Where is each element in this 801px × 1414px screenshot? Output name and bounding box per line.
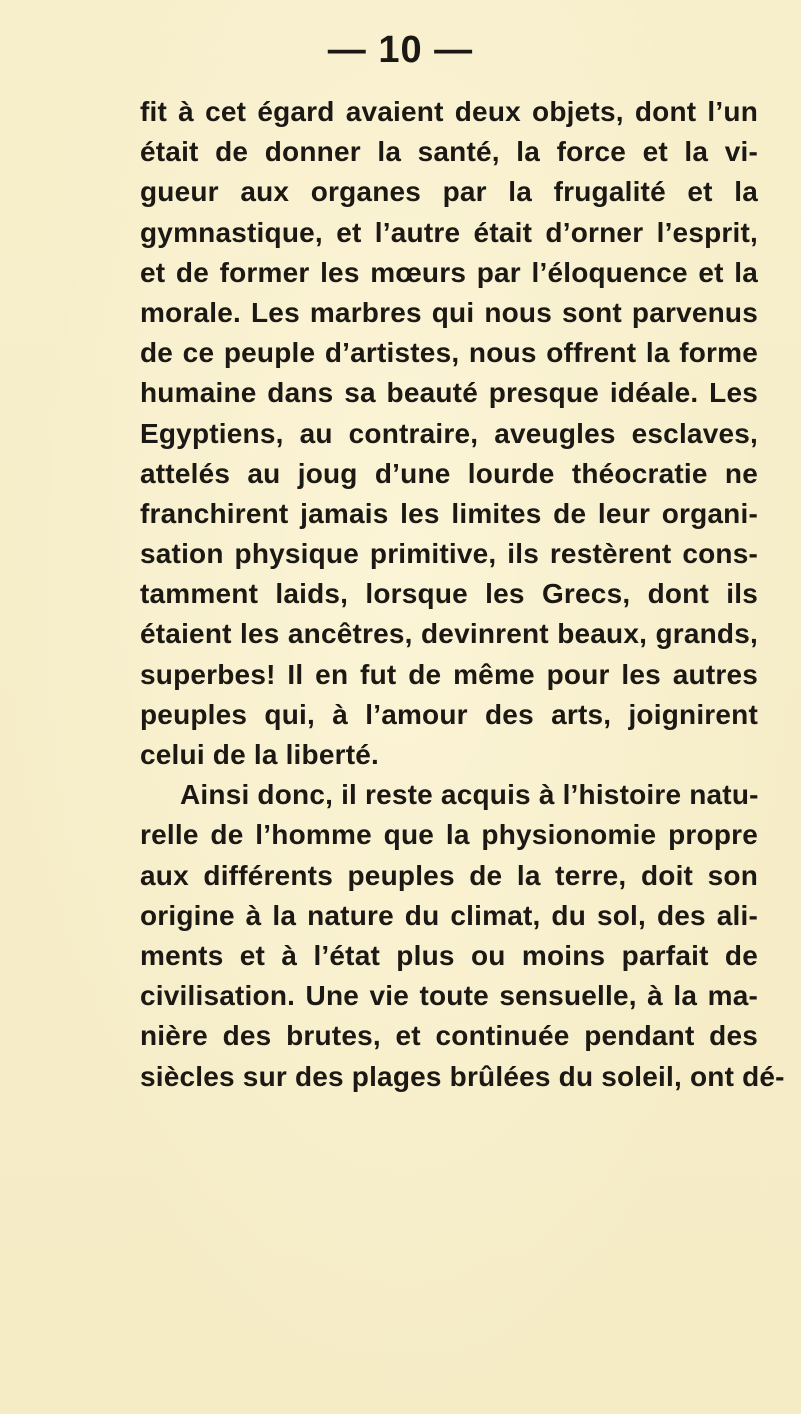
text-line: ments et à l’état plus ou moins parfait de [140,939,758,971]
text-line: et de former les mœurs par l’éloquence et la [140,256,758,288]
text-line: Egyptiens, au contraire, aveugles esclaves, [140,417,758,449]
text-line: nière des brutes, et continuée pendant des [140,1020,758,1052]
text-line: franchirent jamais les limites de leur organi- [140,497,758,529]
paragraph-2 [140,775,785,1097]
text-line: gueur aux organes par la frugalité et la [140,176,758,208]
paragraph-1 [140,92,758,775]
text-line: siècles sur des plages brûlées du soleil, ont dé- [140,1060,785,1092]
text-line: Ainsi donc, il reste acquis à l’histoire natu- [180,779,759,811]
text-line: gymnastique, et l’autre était d’orner l’esprit, [140,216,758,248]
text-line: de ce peuple d’artistes, nous offrent la forme [140,337,758,369]
text-line: tamment laids, lorsque les Grecs, dont ils [140,578,758,610]
text-line: étaient les ancêtres, devinrent beaux, grands, [140,618,758,650]
text-line: relle de l’homme que la physionomie propre [140,819,758,851]
text-line: origine à la nature du climat, du sol, des ali- [140,899,758,931]
page-number: — 10 — [327,29,474,71]
text-line: sation physique primitive, ils restèrent cons- [140,538,758,570]
text-line: morale. Les marbres qui nous sont parvenus [140,296,758,328]
text-line: aux différents peuples de la terre, doit son [140,859,758,891]
text-line: celui de la liberté. [140,739,379,770]
body-text [140,92,785,1097]
text-line: peuples qui, à l’amour des arts, joignirent [140,698,758,730]
text-line: civilisation. Une vie toute sensuelle, à la ma- [140,980,758,1012]
text-line: attelés au joug d’une lourde théocratie ne [140,457,758,489]
text-line: fit à cet égard avaient deux objets, dont l’un [140,96,758,127]
text-line: était de donner la santé, la force et la vi- [140,136,758,168]
text-line: superbes! Il en fut de même pour les autres [140,658,758,690]
text-line: humaine dans sa beauté presque idéale. Les [140,377,758,409]
